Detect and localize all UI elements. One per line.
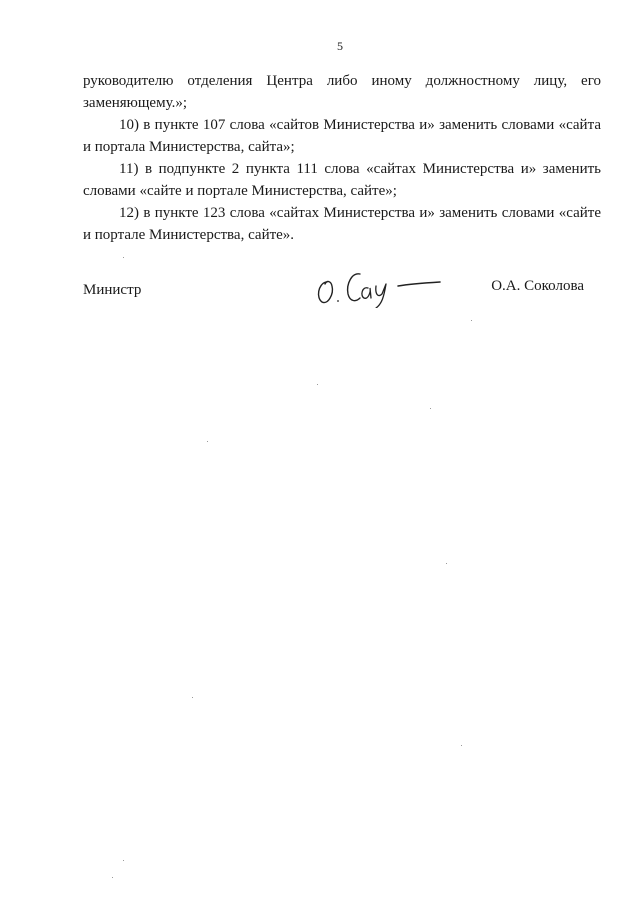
scan-speck xyxy=(192,697,193,698)
body-text xyxy=(83,70,601,246)
scan-speck xyxy=(317,384,318,385)
scan-speck xyxy=(430,408,431,409)
page-number: 5 xyxy=(337,39,343,53)
signatory-title: Министр xyxy=(83,282,142,298)
scan-speck xyxy=(112,877,113,878)
signature-block xyxy=(83,270,601,330)
paragraph-continuation: руководителю отделения Центра либо иному должностному лицу, его заменяющему.»; xyxy=(83,73,601,111)
scan-speck xyxy=(471,320,472,321)
scan-speck xyxy=(123,860,124,861)
scan-speck xyxy=(461,745,462,746)
scan-speck xyxy=(446,563,447,564)
paragraph-item-12: 12) в пункте 123 слова «сайтах Министерства и» заменить словами «сайте и портале Министерства, сайте». xyxy=(83,205,601,243)
scan-speck xyxy=(207,441,208,442)
handwritten-signature xyxy=(308,258,448,308)
paragraph-item-11: 11) в подпункте 2 пункта 111 слова «сайтах Министерства и» заменить словами «сайте и портале Министерства, сайте»; xyxy=(83,161,601,199)
signatory-name: О.А. Соколова xyxy=(491,278,584,294)
paragraph-item-10: 10) в пункте 107 слова «сайтов Министерства и» заменить словами «сайта и портала Министерства, сайта»; xyxy=(83,117,601,155)
scan-speck xyxy=(123,257,124,258)
